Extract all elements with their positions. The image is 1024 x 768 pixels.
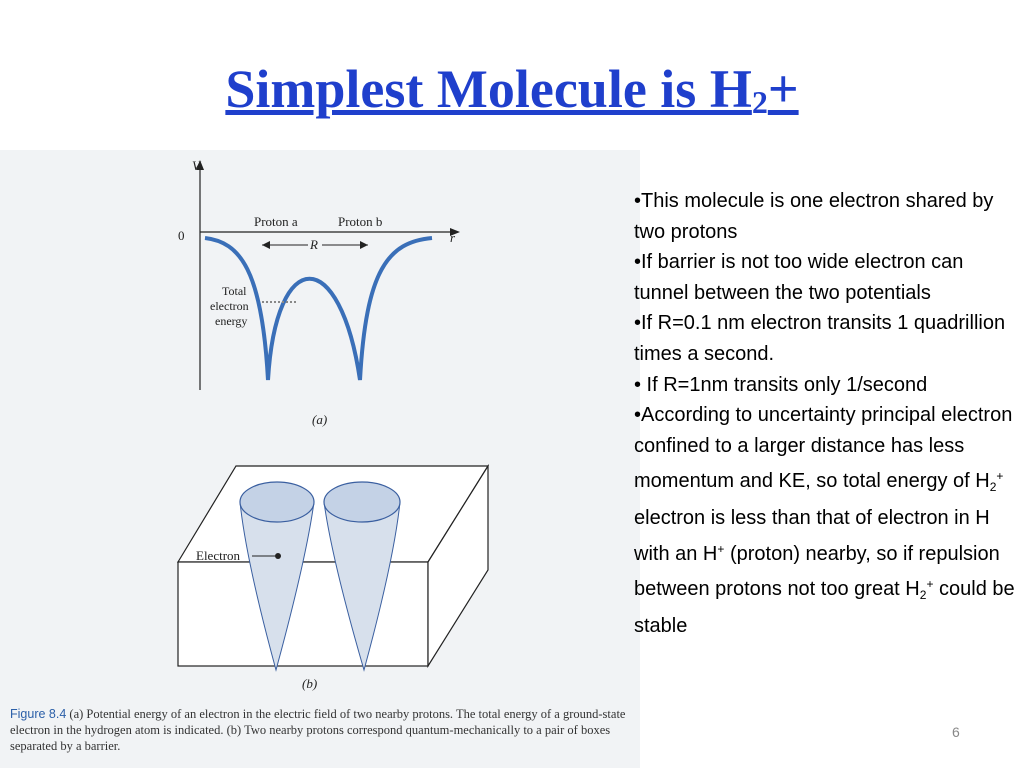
bullet-5-text-d: could be stable [634, 578, 1015, 637]
title-plus: + [767, 59, 799, 119]
box-front-face [178, 562, 428, 666]
total-energy-label-2: electron [210, 299, 249, 313]
total-energy-label-1: Total [222, 284, 247, 298]
figure-caption [10, 706, 636, 754]
bullet-5-sub-2: 2 [919, 588, 927, 603]
bullet-5-text-b: electron is less than that of electron in H with an H [634, 506, 990, 565]
axis-r-label: r [450, 230, 456, 245]
bullet-item-1: •This molecule is one electron shared by two protons [634, 190, 994, 243]
well-a-rim [240, 482, 314, 522]
bullet-5-text-a: •According to uncertainty principal electron confined to a larger distance has less momentum and KE, so total energy of H [634, 404, 1013, 493]
caption-figure-label: Figure 8.4 [10, 707, 67, 721]
axis-zero-label: 0 [178, 228, 185, 243]
bullet-item-2: •If barrier is not too wide electron can tunnel between the two potentials [634, 251, 964, 304]
panel-a-label: (a) [312, 412, 328, 427]
axis-v-label: V [192, 158, 200, 173]
bullet-5-sub-1: 2 [989, 480, 997, 495]
slide-title [0, 60, 1024, 120]
bullet-5-sup-2: + [717, 541, 725, 556]
electron-dot [275, 553, 281, 559]
figure-panel [0, 150, 640, 768]
well-b-rim [324, 482, 400, 522]
r-label: R [310, 237, 318, 252]
bullet-item-4: • If R=1nm transits only 1/second [634, 373, 928, 396]
bullet-list [634, 186, 1018, 641]
figure-diagram [0, 150, 640, 710]
total-energy-label-3: energy [215, 314, 248, 328]
title-subscript: 2 [751, 84, 768, 120]
panel-b-label: (b) [302, 676, 318, 691]
bullet-5-sup-1: + [996, 469, 1004, 484]
bullet-item-3: •If R=0.1 nm electron transits 1 quadrillion times a second. [634, 312, 1006, 365]
title-main: Simplest Molecule is H [225, 59, 752, 119]
electron-label: Electron [196, 548, 241, 563]
bullet-item-5 [634, 400, 1018, 641]
caption-text: (a) Potential energy of an electron in the electric field of two nearby protons. The total energy of a ground-state electron in the hydrogen atom is indicated. (b) Two nearby protons correspond quantum-mechanically to a pair of boxes separated by a barrier. [10, 707, 626, 753]
bullet-5-sup-3: + [926, 577, 934, 592]
page-number: 6 [952, 724, 960, 740]
r-arrow-right [360, 241, 368, 249]
r-arrow-left [262, 241, 270, 249]
proton-b-label: Proton b [338, 214, 383, 229]
bullet-5-text-c: (proton) nearby, so if repulsion between protons not too great H [634, 542, 1000, 601]
proton-a-label: Proton a [254, 214, 298, 229]
